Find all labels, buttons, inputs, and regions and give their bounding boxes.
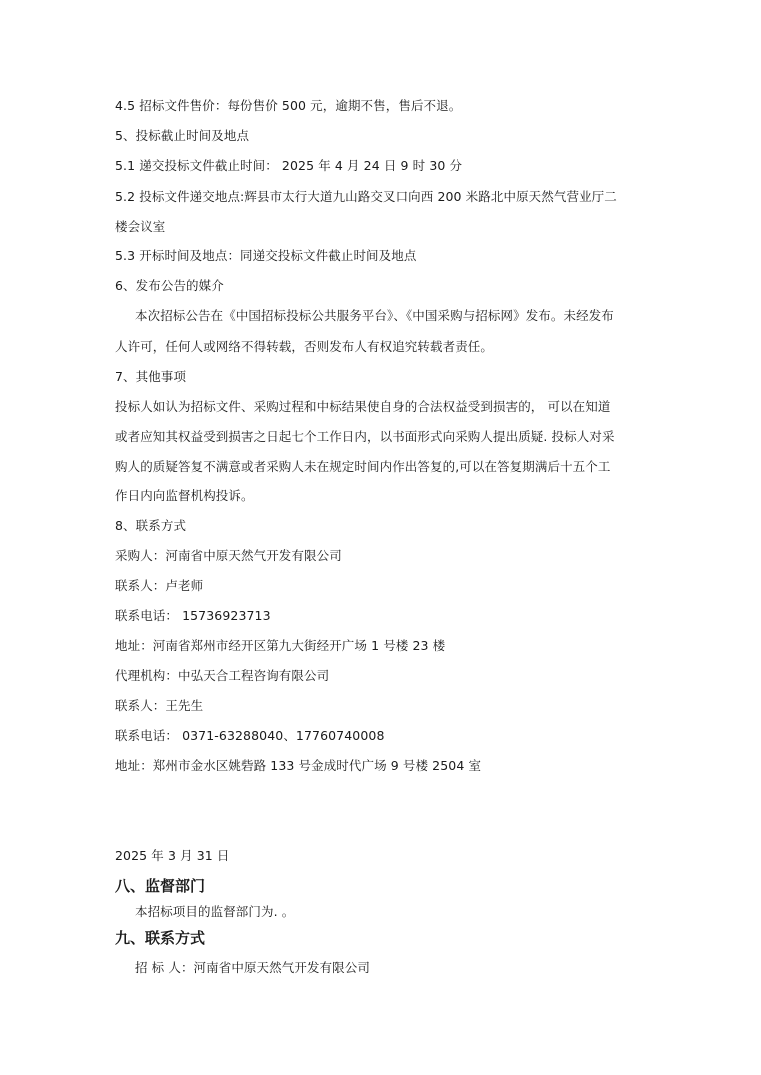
text-line: 联系电话： 15736923713 xyxy=(115,608,271,623)
tenderer-text: 招 标 人：河南省中原天然气开发有限公司 xyxy=(135,960,370,975)
text-line: 采购人：河南省中原天然气开发有限公司 xyxy=(115,548,342,563)
text-line: 本次招标公告在《中国招标投标公共服务平台》、《中国采购与招标网》发布。未经发布 xyxy=(135,308,614,323)
text-line: 代理机构：中弘天合工程咨询有限公司 xyxy=(115,668,330,683)
text-line: 地址：郑州市金水区姚砦路 133 号金成时代广场 9 号楼 2504 室 xyxy=(115,758,482,773)
text-line: 楼会议室 xyxy=(115,219,166,234)
text-line: 或者应知其权益受到损害之日起七个工作日内，以书面形式向采购人提出质疑. 投标人对采 xyxy=(115,429,615,444)
text-line: 5.1 递交投标文件截止时间： 2025 年 4 月 24 日 9 时 30 分 xyxy=(115,158,463,173)
section-title-supervision: 八、监督部门 xyxy=(115,877,206,895)
text-line: 地址：河南省郑州市经开区第九大街经开广场 1 号楼 23 楼 xyxy=(115,638,446,653)
text-line: 作日内向监督机构投诉。 xyxy=(115,488,254,503)
text-line: 4.5 招标文件售价：每份售价 500 元，逾期不售，售后不退。 xyxy=(115,98,462,113)
section-title-contact: 九、联系方式 xyxy=(115,929,206,947)
text-line: 联系人：王先生 xyxy=(115,698,204,713)
text-line: 投标人如认为招标文件、采购过程和中标结果使自身的合法权益受到损害的， 可以在知道 xyxy=(115,399,611,414)
section-heading: 7、其他事项 xyxy=(115,369,187,384)
text-line: 5.3 开标时间及地点：同递交投标文件截止时间及地点 xyxy=(115,248,417,263)
section-heading: 8、联系方式 xyxy=(115,518,187,533)
section-heading: 6、发布公告的媒介 xyxy=(115,278,224,293)
text-line: 人许可，任何人或网络不得转载，否则发布人有权追究转载者责任。 xyxy=(115,339,494,354)
text-line: 购人的质疑答复不满意或者采购人未在规定时间内作出答复的,可以在答复期满后十五个工 xyxy=(115,459,611,474)
supervision-text: 本招标项目的监督部门为. 。 xyxy=(135,904,295,919)
section-heading: 5、投标截止时间及地点 xyxy=(115,128,250,143)
notice-date: 2025 年 3 月 31 日 xyxy=(115,848,230,863)
text-line: 联系电话： 0371-63288040、17760740008 xyxy=(115,728,385,743)
text-line: 5.2 投标文件递交地点:辉县市太行大道九山路交叉口向西 200 米路北中原天然气营业厅二 xyxy=(115,189,617,204)
text-line: 联系人：卢老师 xyxy=(115,578,204,593)
